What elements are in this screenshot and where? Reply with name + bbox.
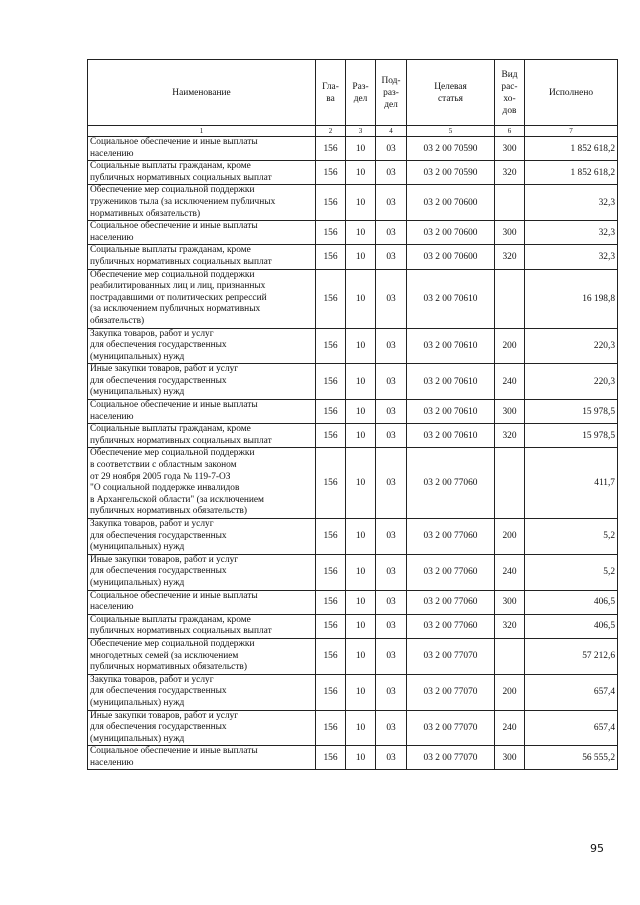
- row-name: Закупка товаров, работ и услуг для обеспечения государственных (муниципальных) нужд: [88, 328, 316, 364]
- row-vid: [495, 269, 525, 328]
- row-vid: 240: [495, 364, 525, 400]
- row-amount: 57 212,6: [525, 638, 618, 674]
- row-amount: 657,4: [525, 674, 618, 710]
- row-vid: 240: [495, 554, 525, 590]
- table-row: [88, 328, 618, 364]
- row-vid: 300: [495, 221, 525, 245]
- row-amount: 15 978,5: [525, 400, 618, 424]
- row-name: Иные закупки товаров, работ и услуг для обеспечения государственных (муниципальных) нужд: [88, 554, 316, 590]
- table-row: [88, 590, 618, 614]
- row-vid: 320: [495, 614, 525, 638]
- row-razdel: 10: [346, 554, 376, 590]
- row-amount: 32,3: [525, 221, 618, 245]
- row-razdel: 10: [346, 269, 376, 328]
- table-row: [88, 137, 618, 161]
- row-podrazdel: 03: [376, 245, 407, 269]
- row-glava: 156: [316, 328, 346, 364]
- row-glava: 156: [316, 448, 346, 519]
- column-number: 2: [316, 126, 346, 137]
- row-amount: 411,7: [525, 448, 618, 519]
- row-tselevaya: 03 2 00 77060: [407, 448, 495, 519]
- row-glava: 156: [316, 746, 346, 770]
- row-glava: 156: [316, 554, 346, 590]
- row-razdel: 10: [346, 590, 376, 614]
- row-amount: 406,5: [525, 590, 618, 614]
- header-row: [88, 60, 618, 126]
- row-glava: 156: [316, 674, 346, 710]
- row-amount: 15 978,5: [525, 424, 618, 448]
- row-podrazdel: 03: [376, 161, 407, 185]
- header-glava: Гла- ва: [316, 60, 346, 126]
- row-tselevaya: 03 2 00 77060: [407, 590, 495, 614]
- row-amount: 5,2: [525, 554, 618, 590]
- row-glava: 156: [316, 137, 346, 161]
- row-vid: [495, 185, 525, 221]
- row-razdel: 10: [346, 185, 376, 221]
- row-name: Социальное обеспечение и иные выплаты населению: [88, 221, 316, 245]
- row-vid: 300: [495, 746, 525, 770]
- row-podrazdel: 03: [376, 137, 407, 161]
- row-vid: 300: [495, 590, 525, 614]
- table-row: [88, 221, 618, 245]
- row-razdel: 10: [346, 364, 376, 400]
- row-razdel: 10: [346, 746, 376, 770]
- row-vid: 240: [495, 710, 525, 746]
- row-amount: 657,4: [525, 710, 618, 746]
- row-podrazdel: 03: [376, 554, 407, 590]
- row-amount: 1 852 618,2: [525, 137, 618, 161]
- row-tselevaya: 03 2 00 70590: [407, 161, 495, 185]
- row-tselevaya: 03 2 00 70600: [407, 185, 495, 221]
- row-vid: 320: [495, 245, 525, 269]
- row-podrazdel: 03: [376, 710, 407, 746]
- table-row: [88, 638, 618, 674]
- table-row: [88, 364, 618, 400]
- budget-table: [87, 59, 618, 770]
- row-amount: 16 198,8: [525, 269, 618, 328]
- row-name: Социальное обеспечение и иные выплаты населению: [88, 400, 316, 424]
- row-name: Социальные выплаты гражданам, кроме публичных нормативных социальных выплат: [88, 424, 316, 448]
- row-name: Социальные выплаты гражданам, кроме публичных нормативных социальных выплат: [88, 245, 316, 269]
- row-podrazdel: 03: [376, 614, 407, 638]
- header-tselevaya: Целевая статья: [407, 60, 495, 126]
- row-glava: 156: [316, 519, 346, 555]
- row-tselevaya: 03 2 00 70600: [407, 221, 495, 245]
- row-name: Обеспечение мер социальной поддержки многодетных семей (за исключением публичных нормативных обязательств): [88, 638, 316, 674]
- header-podrazdel: Под- раз- дел: [376, 60, 407, 126]
- row-tselevaya: 03 2 00 77060: [407, 519, 495, 555]
- row-amount: 1 852 618,2: [525, 161, 618, 185]
- row-tselevaya: 03 2 00 70590: [407, 137, 495, 161]
- column-number: 6: [495, 126, 525, 137]
- row-vid: 200: [495, 328, 525, 364]
- row-vid: 200: [495, 674, 525, 710]
- row-vid: 320: [495, 161, 525, 185]
- row-podrazdel: 03: [376, 424, 407, 448]
- row-podrazdel: 03: [376, 185, 407, 221]
- row-tselevaya: 03 2 00 70610: [407, 424, 495, 448]
- row-amount: 32,3: [525, 185, 618, 221]
- row-vid: 300: [495, 137, 525, 161]
- column-number: 1: [88, 126, 316, 137]
- column-number: 3: [346, 126, 376, 137]
- table-row: [88, 424, 618, 448]
- row-tselevaya: 03 2 00 70610: [407, 328, 495, 364]
- table-row: [88, 746, 618, 770]
- row-podrazdel: 03: [376, 674, 407, 710]
- row-name: Социальные выплаты гражданам, кроме публичных нормативных социальных выплат: [88, 614, 316, 638]
- row-razdel: 10: [346, 424, 376, 448]
- row-glava: 156: [316, 710, 346, 746]
- row-amount: 5,2: [525, 519, 618, 555]
- row-razdel: 10: [346, 245, 376, 269]
- table-row: [88, 185, 618, 221]
- table-body: [88, 137, 618, 770]
- column-number: 7: [525, 126, 618, 137]
- table-row: [88, 161, 618, 185]
- table-row: [88, 400, 618, 424]
- row-name: Закупка товаров, работ и услуг для обеспечения государственных (муниципальных) нужд: [88, 519, 316, 555]
- table-row: [88, 614, 618, 638]
- row-vid: 320: [495, 424, 525, 448]
- row-glava: 156: [316, 364, 346, 400]
- row-razdel: 10: [346, 638, 376, 674]
- row-razdel: 10: [346, 137, 376, 161]
- row-tselevaya: 03 2 00 77060: [407, 614, 495, 638]
- table-row: [88, 674, 618, 710]
- row-amount: 32,3: [525, 245, 618, 269]
- row-glava: 156: [316, 638, 346, 674]
- table-row: [88, 448, 618, 519]
- row-razdel: 10: [346, 614, 376, 638]
- row-razdel: 10: [346, 519, 376, 555]
- row-name: Социальное обеспечение и иные выплаты населению: [88, 590, 316, 614]
- row-glava: 156: [316, 161, 346, 185]
- row-tselevaya: 03 2 00 70610: [407, 269, 495, 328]
- row-tselevaya: 03 2 00 77070: [407, 746, 495, 770]
- row-tselevaya: 03 2 00 70610: [407, 400, 495, 424]
- row-razdel: 10: [346, 710, 376, 746]
- column-number-row: [88, 126, 618, 137]
- row-vid: 200: [495, 519, 525, 555]
- row-vid: [495, 638, 525, 674]
- column-number: 5: [407, 126, 495, 137]
- row-amount: 220,3: [525, 364, 618, 400]
- header-name: Наименование: [88, 60, 316, 126]
- row-podrazdel: 03: [376, 746, 407, 770]
- row-name: Обеспечение мер социальной поддержки тружеников тыла (за исключением публичных нормативных обязательств): [88, 185, 316, 221]
- row-razdel: 10: [346, 448, 376, 519]
- row-tselevaya: 03 2 00 77070: [407, 710, 495, 746]
- row-name: Обеспечение мер социальной поддержки в соответствии с областным законом от 29 ноября 2005 года № 119-7-ОЗ "О социальной поддержке инвалидов в Архангельской области" (за исключением публичных нормативных обязательств): [88, 448, 316, 519]
- table-row: [88, 269, 618, 328]
- row-glava: 156: [316, 614, 346, 638]
- row-glava: 156: [316, 221, 346, 245]
- row-glava: 156: [316, 400, 346, 424]
- row-name: Закупка товаров, работ и услуг для обеспечения государственных (муниципальных) нужд: [88, 674, 316, 710]
- row-tselevaya: 03 2 00 77060: [407, 554, 495, 590]
- row-tselevaya: 03 2 00 70600: [407, 245, 495, 269]
- header-ispolneno: Исполнено: [525, 60, 618, 126]
- row-amount: 56 555,2: [525, 746, 618, 770]
- row-podrazdel: 03: [376, 638, 407, 674]
- row-name: Обеспечение мер социальной поддержки реабилитированных лиц и лиц, признанных пострадавшими от политических репрессий (за исключением публичных нормативных обязательств): [88, 269, 316, 328]
- row-razdel: 10: [346, 328, 376, 364]
- row-glava: 156: [316, 245, 346, 269]
- row-glava: 156: [316, 269, 346, 328]
- row-glava: 156: [316, 424, 346, 448]
- row-name: Иные закупки товаров, работ и услуг для обеспечения государственных (муниципальных) нужд: [88, 710, 316, 746]
- row-tselevaya: 03 2 00 77070: [407, 638, 495, 674]
- table-row: [88, 245, 618, 269]
- table-row: [88, 519, 618, 555]
- row-podrazdel: 03: [376, 269, 407, 328]
- row-razdel: 10: [346, 674, 376, 710]
- row-name: Социальное обеспечение и иные выплаты населению: [88, 746, 316, 770]
- row-amount: 220,3: [525, 328, 618, 364]
- table-row: [88, 710, 618, 746]
- row-tselevaya: 03 2 00 77070: [407, 674, 495, 710]
- page-number: 95: [590, 842, 604, 855]
- row-glava: 156: [316, 590, 346, 614]
- row-razdel: 10: [346, 400, 376, 424]
- row-podrazdel: 03: [376, 364, 407, 400]
- row-name: Иные закупки товаров, работ и услуг для обеспечения государственных (муниципальных) нужд: [88, 364, 316, 400]
- row-podrazdel: 03: [376, 328, 407, 364]
- row-tselevaya: 03 2 00 70610: [407, 364, 495, 400]
- column-number: 4: [376, 126, 407, 137]
- row-razdel: 10: [346, 161, 376, 185]
- row-name: Социальные выплаты гражданам, кроме публичных нормативных социальных выплат: [88, 161, 316, 185]
- header-vid: Вид рас- хо- дов: [495, 60, 525, 126]
- row-vid: [495, 448, 525, 519]
- row-amount: 406,5: [525, 614, 618, 638]
- row-razdel: 10: [346, 221, 376, 245]
- table-row: [88, 554, 618, 590]
- row-podrazdel: 03: [376, 519, 407, 555]
- row-podrazdel: 03: [376, 400, 407, 424]
- row-name: Социальное обеспечение и иные выплаты населению: [88, 137, 316, 161]
- header-razdel: Раз- дел: [346, 60, 376, 126]
- row-glava: 156: [316, 185, 346, 221]
- row-podrazdel: 03: [376, 448, 407, 519]
- row-podrazdel: 03: [376, 590, 407, 614]
- row-vid: 300: [495, 400, 525, 424]
- row-podrazdel: 03: [376, 221, 407, 245]
